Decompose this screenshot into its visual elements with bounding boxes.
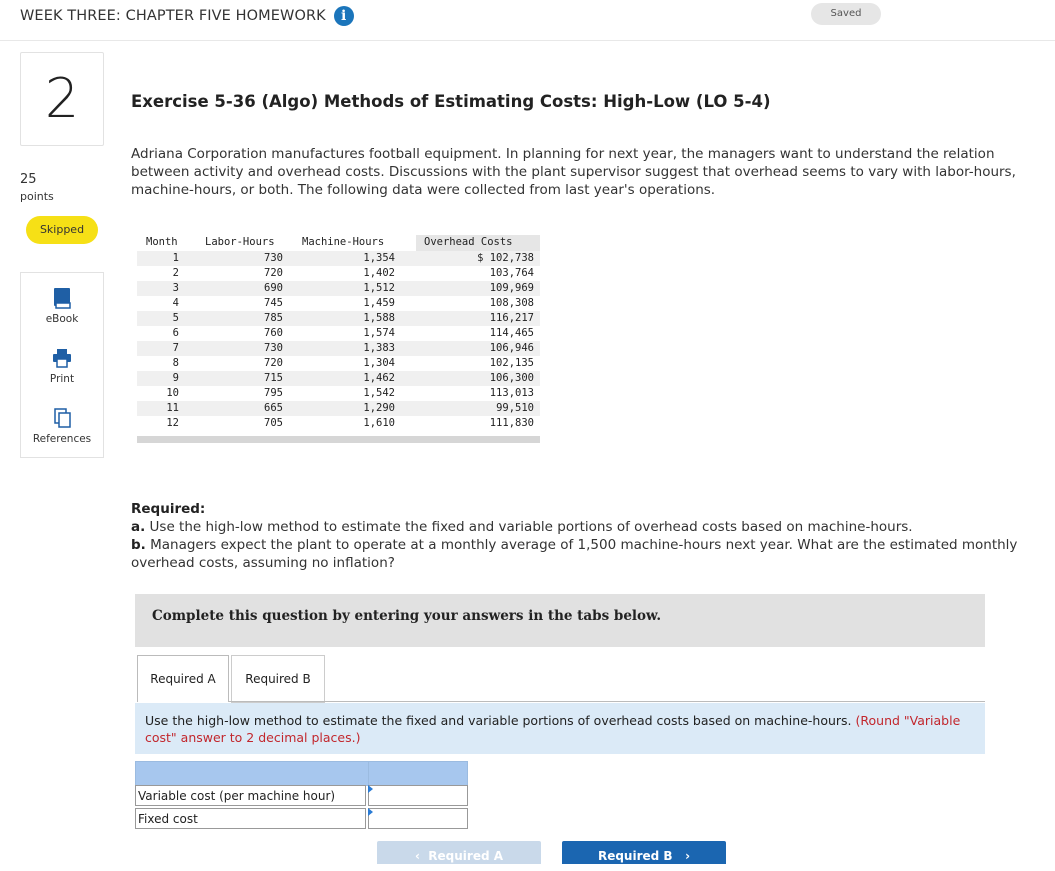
- fixed-cost-input[interactable]: [372, 811, 468, 828]
- table-row: [137, 251, 540, 266]
- table-row: [137, 341, 540, 356]
- cell-overhead-costs: 114,465: [489, 327, 534, 339]
- cell-month: 8: [172, 357, 179, 369]
- complete-banner: [135, 594, 985, 647]
- cell-labor-hours: 760: [264, 327, 283, 339]
- header-machine-hours: Machine-Hours: [302, 236, 385, 248]
- ebook-label: eBook: [45, 313, 79, 325]
- header-labor-hours: Labor-Hours: [205, 236, 275, 248]
- cell-machine-hours: 1,383: [363, 342, 395, 354]
- exercise-intro: Adriana Corporation manufactures football equipment. In planning for next year, the managers want to understand the relation between activity and overhead costs. Discussions with the plant supervisor suggest that overhead seems to vary with labor-hours, machine-hours, or both. The following data were collected from last year's operations.: [131, 146, 1016, 198]
- cell-machine-hours: 1,512: [363, 282, 395, 294]
- cell-machine-hours: 1,610: [363, 417, 395, 429]
- table-row: [137, 326, 540, 341]
- cell-labor-hours: 795: [264, 387, 283, 399]
- tools-panel: [20, 272, 104, 458]
- cell-overhead-costs: 106,946: [489, 342, 534, 354]
- cell-labor-hours: 785: [264, 312, 283, 324]
- cell-month: 4: [172, 297, 179, 309]
- cell-overhead-costs: $ 102,738: [477, 252, 534, 264]
- next-button-label: Required B: [597, 849, 673, 863]
- cell-labor-hours: 720: [264, 267, 283, 279]
- skipped-badge: Skipped: [26, 216, 98, 244]
- table-row: [137, 416, 540, 431]
- exercise-title: Exercise 5-36 (Algo) Methods of Estimating Costs: High-Low (LO 5-4): [131, 92, 771, 111]
- next-required-b-button[interactable]: [562, 841, 726, 864]
- cell-labor-hours: 745: [264, 297, 283, 309]
- tab-divider: [227, 701, 985, 702]
- table-body: [137, 251, 540, 431]
- table-row: [137, 266, 540, 281]
- references-icon: [52, 407, 72, 429]
- required-b-label: b.: [131, 537, 146, 553]
- required-a-text: Use the high-low method to estimate the fixed and variable portions of overhead costs based on machine-hours.: [149, 519, 913, 535]
- cell-month: 9: [172, 372, 179, 384]
- variable-cost-input[interactable]: [372, 788, 468, 805]
- variable-cost-cell: [368, 785, 468, 806]
- table-row: [137, 371, 540, 386]
- tab-required-b[interactable]: Required B: [231, 655, 325, 703]
- prev-required-a-button[interactable]: [377, 841, 541, 864]
- cell-month: 5: [172, 312, 179, 324]
- cell-month: 2: [172, 267, 179, 279]
- cell-month: 12: [166, 417, 179, 429]
- cell-machine-hours: 1,402: [363, 267, 395, 279]
- cell-machine-hours: 1,459: [363, 297, 395, 309]
- top-bar: [0, 0, 1055, 41]
- cell-overhead-costs: 116,217: [489, 312, 534, 324]
- cell-labor-hours: 705: [264, 417, 283, 429]
- assignment-title-text: WEEK THREE: CHAPTER FIVE HOMEWORK: [20, 8, 326, 24]
- fixed-cost-cell: [368, 808, 468, 829]
- complete-banner-text: Complete this question by entering your answers in the tabs below.: [152, 608, 662, 624]
- variable-cost-label: Variable cost (per machine hour): [135, 785, 366, 806]
- cell-overhead-costs: 99,510: [496, 402, 534, 414]
- table-row: [137, 311, 540, 326]
- table-row: [137, 401, 540, 416]
- answer-header-value: [368, 761, 468, 786]
- print-label: Print: [49, 373, 75, 385]
- cell-machine-hours: 1,354: [363, 252, 395, 264]
- question-number: 2: [20, 52, 104, 146]
- cell-labor-hours: 720: [264, 357, 283, 369]
- assignment-title: [20, 6, 354, 26]
- cell-labor-hours: 715: [264, 372, 283, 384]
- instruction-note: (Round "Variable cost" answer to 2 decimal places.): [145, 713, 961, 745]
- chevron-right-icon: ›: [672, 849, 691, 863]
- cell-month: 10: [166, 387, 179, 399]
- cell-overhead-costs: 103,764: [489, 267, 534, 279]
- points-value: 25: [20, 172, 37, 187]
- cell-machine-hours: 1,290: [363, 402, 395, 414]
- table-row: [137, 281, 540, 296]
- cell-month: 1: [172, 252, 179, 264]
- cell-overhead-costs: 102,135: [489, 357, 534, 369]
- print-button[interactable]: [21, 347, 103, 385]
- cell-overhead-costs: 108,308: [489, 297, 534, 309]
- cell-machine-hours: 1,462: [363, 372, 395, 384]
- cell-month: 6: [172, 327, 179, 339]
- table-footer-bar: [137, 436, 540, 443]
- answer-header-label: [135, 761, 369, 786]
- points-label: points: [20, 190, 54, 203]
- cell-month: 3: [172, 282, 179, 294]
- cell-machine-hours: 1,542: [363, 387, 395, 399]
- cell-labor-hours: 665: [264, 402, 283, 414]
- chevron-left-icon: ‹: [414, 849, 429, 863]
- required-a-label: a.: [131, 519, 146, 535]
- cell-overhead-costs: 109,969: [489, 282, 534, 294]
- table-row: [137, 296, 540, 311]
- cell-labor-hours: 730: [264, 342, 283, 354]
- saved-status-badge: Saved: [811, 3, 881, 25]
- required-section: [131, 500, 1041, 572]
- cell-month: 7: [172, 342, 179, 354]
- references-label: References: [32, 433, 92, 445]
- table-row: [137, 386, 540, 401]
- tab-required-a[interactable]: Required A: [137, 655, 229, 702]
- ebook-button[interactable]: [21, 287, 103, 325]
- fixed-cost-label: Fixed cost: [135, 808, 366, 829]
- table-row: [137, 356, 540, 371]
- table-header: [137, 235, 540, 251]
- required-heading: Required:: [131, 501, 206, 517]
- instruction-box: [135, 703, 985, 754]
- book-icon: [52, 287, 72, 309]
- printer-icon: [52, 347, 72, 369]
- cell-month: 11: [166, 402, 179, 414]
- header-month: Month: [146, 236, 178, 248]
- cell-labor-hours: 730: [264, 252, 283, 264]
- prev-button-label: Required A: [428, 849, 504, 863]
- header-overhead-costs: Overhead Costs: [424, 236, 513, 248]
- cell-machine-hours: 1,304: [363, 357, 395, 369]
- cell-machine-hours: 1,574: [363, 327, 395, 339]
- cell-labor-hours: 690: [264, 282, 283, 294]
- references-button[interactable]: [21, 407, 103, 445]
- data-table: [137, 235, 540, 431]
- instruction-text: Use the high-low method to estimate the fixed and variable portions of overhead costs based on machine-hours.: [145, 713, 852, 728]
- info-icon[interactable]: i: [334, 6, 354, 26]
- cell-overhead-costs: 111,830: [489, 417, 534, 429]
- cell-overhead-costs: 106,300: [489, 372, 534, 384]
- required-b-text: Managers expect the plant to operate at a monthly average of 1,500 machine-hours next year. What are the estimated monthly overhead costs, assuming no inflation?: [131, 537, 1018, 571]
- cell-overhead-costs: 113,013: [489, 387, 534, 399]
- cell-machine-hours: 1,588: [363, 312, 395, 324]
